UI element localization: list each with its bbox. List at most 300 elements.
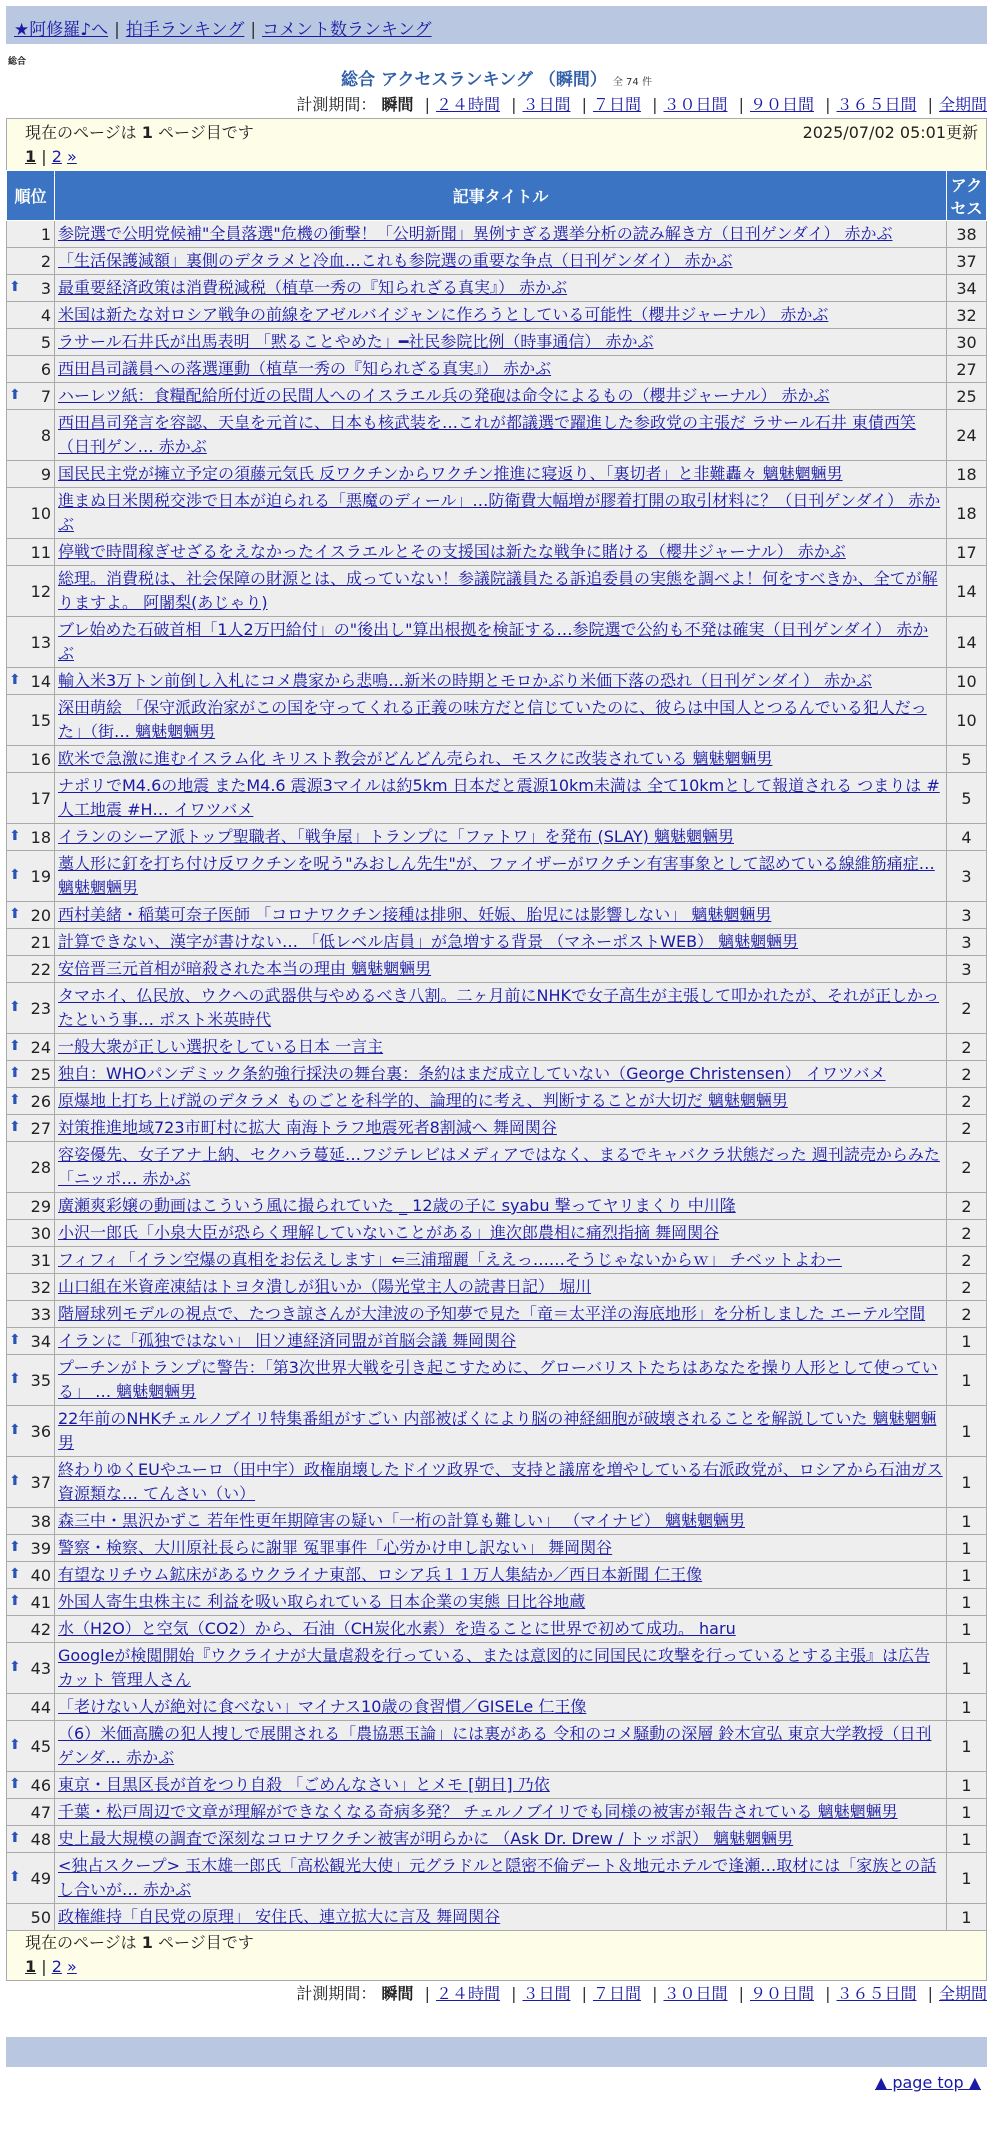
table-row [7, 302, 987, 329]
title-cell [55, 221, 947, 248]
article-link[interactable]: ラサール石井氏が出馬表明 「黙ることやめた」━社民参院比例（時事通信） 赤かぶ [58, 332, 654, 351]
article-link[interactable]: 森三中・黒沢かずこ 若年性更年期障害の疑い「一桁の計算も難しい」 （マイナビ） 魑魅魍魎男 [58, 1511, 745, 1530]
article-link[interactable]: <独占スクープ> 玉木雄一郎氏「高松観光大使」元グラドルと隠密不倫デート＆地元ホテルで逢瀬…取材には「家族との話し合いが… 赤かぶ [58, 1856, 937, 1899]
table-row [7, 695, 987, 746]
article-link[interactable]: ブレ始めた石破首相「1人2万円給付」の"後出し"算出根拠を検証する…参院選で公約も不発は確実（日刊ゲンダイ） 赤かぶ [58, 620, 929, 663]
table-row [7, 1220, 987, 1247]
rank-cell [7, 383, 55, 410]
rank-number: 1 [40, 224, 51, 244]
up-arrow-icon: ⬆ [9, 1565, 21, 1582]
access-count: 2 [947, 1274, 987, 1301]
access-count: 32 [947, 302, 987, 329]
rank-cell [7, 773, 55, 824]
article-link[interactable]: 史上最大規模の調査で深刻なコロナワクチン被害が明らかに （Ask Dr. Drew / トッポ訳） 魑魅魍魎男 [58, 1829, 794, 1848]
rank-cell [7, 566, 55, 617]
title-cell [55, 1535, 947, 1562]
comment-ranking-link[interactable]: コメント数ランキング [262, 20, 432, 40]
rank-number: 26 [30, 1091, 51, 1111]
article-link[interactable]: 対策推進地域723市町村に拡大 南海トラフ地震死者8割減へ 舞岡関谷 [58, 1118, 557, 1137]
table-row [7, 1193, 987, 1220]
article-link[interactable]: 国民民主党が擁立予定の須藤元気氏 反ワクチンからワクチン推進に寝返り、「裏切者」と非難轟々 魑魅魍魎男 [58, 464, 843, 483]
period-3d[interactable]: ３日間 [522, 1984, 571, 2003]
article-link[interactable]: 西田昌司議員への落選運動（植草一秀の『知られざる真実』） 赤かぶ [58, 359, 552, 378]
access-count: 1 [947, 1643, 987, 1694]
rank-cell [7, 1508, 55, 1535]
title-cell [55, 851, 947, 902]
up-arrow-icon: ⬆ [9, 386, 21, 403]
period-90d[interactable]: ９０日間 [749, 95, 814, 114]
article-link[interactable]: 計算できない、漢字が書けない… 「低レベル店員」が急増する背景 （マネーポストWEB） 魑魅魍魎男 [58, 932, 799, 951]
access-count: 5 [947, 773, 987, 824]
table-row [7, 566, 987, 617]
rank-number: 36 [30, 1421, 51, 1441]
title-cell [55, 461, 947, 488]
up-arrow-icon: ⬆ [9, 1736, 21, 1753]
table-row [7, 1355, 987, 1406]
up-arrow-icon: ⬆ [9, 1037, 21, 1054]
access-count: 3 [947, 929, 987, 956]
period-24h[interactable]: ２４時間 [435, 1984, 500, 2003]
rank-cell [7, 983, 55, 1034]
period-7d[interactable]: ７日間 [592, 1984, 641, 2003]
table-row [7, 1061, 987, 1088]
up-arrow-icon: ⬆ [9, 1118, 21, 1135]
table-row [7, 1772, 987, 1799]
table-row [7, 851, 987, 902]
article-link[interactable]: 深田萌絵 「保守派政治家がこの国を守ってくれる正義の味方だと信じていたのに、彼らは中国人とつるんでいる犯人だった」（街… 魑魅魍魎男 [58, 698, 927, 741]
table-row [7, 956, 987, 983]
access-count: 18 [947, 488, 987, 539]
rank-cell [7, 851, 55, 902]
rank-number: 21 [30, 932, 51, 952]
nav-separator: | [114, 20, 120, 40]
rank-number: 13 [30, 632, 51, 652]
title-cell [55, 1193, 947, 1220]
title-cell [55, 1853, 947, 1904]
access-count: 2 [947, 1115, 987, 1142]
up-arrow-icon: ⬆ [9, 998, 21, 1015]
up-arrow-icon: ⬆ [9, 1421, 21, 1438]
next-page-link[interactable]: » [67, 147, 77, 166]
table-row [7, 668, 987, 695]
table-row [7, 221, 987, 248]
rank-number: 2 [40, 251, 51, 271]
period-label: 計測期間： [296, 1984, 377, 2003]
article-link[interactable]: 西田昌司発言を容認、天皇を元首に、日本も核武装を…これが都議選で躍進した参政党の主張だ ラサール石井 東債西笑（日刊ゲン… 赤かぶ [58, 413, 916, 456]
rank-number: 45 [30, 1736, 51, 1756]
table-row [7, 1274, 987, 1301]
article-link[interactable]: Googleが検閲開始『ウクライナが大量虐殺を行っている、または意図的に同国民に攻撃を行っているとする主張』は広告カット 管理人さん [58, 1646, 930, 1689]
table-row [7, 1406, 987, 1457]
article-link[interactable]: （6）米価高騰の犯人捜しで展開される「農協悪玉論」には裏がある 令和のコメ騒動の深層 鈴木宣弘 東京大学教授（日刊ゲンダ… 赤かぶ [58, 1724, 932, 1767]
article-link[interactable]: 進まぬ日米関税交渉で日本が迫られる「悪魔のディール」…防衛費大幅増が膠着打開の取引材料に？（日刊ゲンダイ） 赤かぶ [58, 491, 941, 534]
table-row [7, 1142, 987, 1193]
article-link[interactable]: 「老けない人が絶対に食べない」マイナス10歳の食習慣／GISELe 仁王像 [58, 1697, 587, 1716]
rank-number: 31 [30, 1250, 51, 1270]
rank-cell [7, 1616, 55, 1643]
up-arrow-icon: ⬆ [9, 1472, 21, 1489]
page-title [0, 68, 993, 92]
access-count: 2 [947, 1220, 987, 1247]
title-cell [55, 329, 947, 356]
period-selector-top: 計測期間： 瞬間 | ２４時間 | ３日間 | ７日間 | ３０日間 | ９０日間 | ３６５日間 | 全期間 [296, 95, 987, 114]
page-2-link[interactable]: 2 [51, 147, 62, 166]
table-row [7, 329, 987, 356]
article-link[interactable]: 輸入米3万トン前倒し入札にコメ農家から悲鳴…新米の時期とモロかぶり米価下落の恐れ（日刊ゲンダイ） 赤かぶ [58, 671, 872, 690]
rank-number: 6 [40, 359, 51, 379]
title-cell [55, 1088, 947, 1115]
article-link[interactable]: 千葉・松戸周辺で文章が理解ができなくなる奇病多発？ チェルノブイリでも同様の被害が報告されている 魑魅魍魎男 [58, 1802, 898, 1821]
rank-cell [7, 275, 55, 302]
rank-cell [7, 824, 55, 851]
rank-cell [7, 1721, 55, 1772]
article-link[interactable]: 藁人形に釘を打ち付け反ワクチンを呪う"みおしん先生"が、ファイザーがワクチン有害事象として認めている線維筋痛症… 魑魅魍魎男 [58, 854, 935, 897]
rank-number: 40 [30, 1565, 51, 1585]
rank-cell [7, 1904, 55, 1931]
rank-number: 5 [40, 332, 51, 352]
period-all[interactable]: 全期間 [938, 1984, 987, 2003]
title-cell [55, 746, 947, 773]
article-link[interactable]: プーチンがトランプに警告：「第3次世界大戦を引き起こすために、グローバリストたちはあなたを操り人形として使っている」 … 魑魅魍魎男 [58, 1358, 938, 1401]
table-row [7, 824, 987, 851]
access-count: 14 [947, 566, 987, 617]
rank-cell [7, 1274, 55, 1301]
up-arrow-icon: ⬆ [9, 1775, 21, 1792]
rank-cell [7, 410, 55, 461]
article-link[interactable]: タマホイ、仏民放、ウクへの武器供与やめるべき八割。二ヶ月前にNHKで女子高生が主張して叩かれたが、それが正しかったという事… ポスト米英時代 [58, 986, 940, 1029]
article-link[interactable]: 22年前のNHKチェルノブイリ特集番組がすごい 内部被ばくにより脳の神経細胞が破壊されることを解説していた 魑魅魍魎男 [58, 1409, 937, 1452]
article-link[interactable]: 安倍晋三元首相が暗殺された本当の理由 魑魅魍魎男 [58, 959, 432, 978]
rank-number: 50 [30, 1907, 51, 1927]
rank-number: 39 [30, 1538, 51, 1558]
access-count: 2 [947, 1142, 987, 1193]
article-link[interactable]: 欧米で急激に進むイスラム化 キリスト教会がどんどん売られ、モスクに改装されている 魑魅魍魎男 [58, 749, 773, 768]
period-30d[interactable]: ３０日間 [663, 95, 728, 114]
title-cell [55, 1694, 947, 1721]
article-link[interactable]: ハーレツ紙：食糧配給所付近の民間人へのイスラエル兵の発砲は命令によるもの（櫻井ジャーナル） 赤かぶ [58, 386, 830, 405]
rank-number: 18 [30, 827, 51, 847]
table-row [7, 929, 987, 956]
rank-number: 23 [30, 998, 51, 1018]
rank-number: 14 [30, 671, 51, 691]
rank-cell [7, 329, 55, 356]
up-arrow-icon: ⬆ [9, 905, 21, 922]
table-row [7, 983, 987, 1034]
page-title-text: 総合 アクセスランキング （瞬間） [341, 70, 607, 90]
period-current: 瞬間 [381, 1984, 414, 2003]
article-link[interactable]: 「生活保護減額」裏側のデタラメと冷血…これも参院選の重要な争点（日刊ゲンダイ） 赤かぶ [58, 251, 733, 270]
rank-cell [7, 356, 55, 383]
rank-number: 12 [30, 581, 51, 601]
rank-cell [7, 461, 55, 488]
updated-timestamp: 2025/07/02 05:01更新 [802, 123, 978, 142]
table-row [7, 1694, 987, 1721]
up-arrow-icon: ⬆ [9, 1091, 21, 1108]
ranking-table [6, 170, 987, 1931]
title-cell [55, 773, 947, 824]
access-count: 3 [947, 851, 987, 902]
access-count: 3 [947, 956, 987, 983]
article-link[interactable]: ナポリでM4.6の地震 またM4.6 震源3マイルは約5km 日本だと震源10km未満は 全て10kmとして報道される つまりは #人工地震 #H… イワツバメ [58, 776, 940, 819]
table-row [7, 1328, 987, 1355]
table-row [7, 1589, 987, 1616]
title-cell [55, 1643, 947, 1694]
table-row [7, 1616, 987, 1643]
site-home-link[interactable]: ★阿修羅♪へ [14, 20, 109, 40]
access-count: 18 [947, 461, 987, 488]
page-info-bottom [6, 1931, 987, 1981]
next-page-link[interactable]: » [67, 1957, 77, 1976]
article-link[interactable]: 容姿優先、女子アナ上納、セクハラ蔓延…フジテレビはメディアではなく、まるでキャバクラ状態だった 週刊読売からみた「ニッポ… 赤かぶ [58, 1145, 940, 1188]
title-cell [55, 1220, 947, 1247]
title-cell [55, 1799, 947, 1826]
rank-number: 3 [40, 278, 51, 298]
table-row [7, 1508, 987, 1535]
article-link[interactable]: 外国人寄生虫株主に 利益を吸い取られている 日本企業の実態 日比谷地蔵 [58, 1592, 586, 1611]
access-count: 1 [947, 1772, 987, 1799]
up-arrow-icon: ⬆ [9, 1370, 21, 1387]
rank-cell [7, 221, 55, 248]
article-link[interactable]: 小沢一郎氏「小泉大臣が恐らく理解していないことがある」進次郎農相に痛烈指摘 舞岡関谷 [58, 1223, 720, 1242]
page-1-current: 1 [25, 147, 37, 166]
rank-cell [7, 956, 55, 983]
up-arrow-icon: ⬆ [9, 278, 21, 295]
period-3d[interactable]: ３日間 [522, 95, 571, 114]
table-row [7, 1799, 987, 1826]
rank-number: 28 [30, 1157, 51, 1177]
up-arrow-icon: ⬆ [9, 1064, 21, 1081]
access-count: 17 [947, 539, 987, 566]
access-count: 2 [947, 1061, 987, 1088]
rank-number: 27 [30, 1118, 51, 1138]
page-top-link[interactable]: ▲ page top ▲ [874, 2073, 981, 2092]
access-count: 2 [947, 1088, 987, 1115]
rank-number: 29 [30, 1196, 51, 1216]
table-row [7, 356, 987, 383]
rank-number: 34 [30, 1331, 51, 1351]
rank-cell [7, 1328, 55, 1355]
rank-cell [7, 1694, 55, 1721]
table-row [7, 617, 987, 668]
article-link[interactable]: 東京・目黒区長が首をつり自殺 「ごめんなさい」とメモ [朝日] 乃依 [58, 1775, 550, 1794]
rank-cell [7, 488, 55, 539]
up-arrow-icon: ⬆ [9, 1538, 21, 1555]
article-link[interactable]: 有望なリチウム鉱床があるウクライナ東部、ロシア兵１１万人集結か／西日本新聞 仁王像 [58, 1565, 703, 1584]
title-cell [55, 1034, 947, 1061]
title-cell [55, 617, 947, 668]
period-365d[interactable]: ３６５日間 [836, 95, 917, 114]
table-row [7, 539, 987, 566]
category-label: 総合 [8, 57, 27, 67]
period-365d[interactable]: ３６５日間 [836, 1984, 917, 2003]
up-arrow-icon: ⬆ [9, 1829, 21, 1846]
title-cell [55, 248, 947, 275]
access-count: 25 [947, 383, 987, 410]
rank-number: 7 [40, 386, 51, 406]
rank-cell [7, 302, 55, 329]
rank-number: 35 [30, 1370, 51, 1390]
article-link[interactable]: 停戦で時間稼ぎせざるをえなかったイスラエルとその支援国は新たな戦争に賭ける（櫻井ジャーナル） 赤かぶ [58, 542, 846, 561]
access-count: 1 [947, 1535, 987, 1562]
rank-number: 11 [30, 542, 51, 562]
table-row [7, 1826, 987, 1853]
rank-cell [7, 1772, 55, 1799]
up-arrow-icon: ⬆ [9, 827, 21, 844]
article-link[interactable]: 最重要経済政策は消費税減税（植草一秀の『知られざる真実』） 赤かぶ [58, 278, 568, 297]
article-link[interactable]: 水（H2O）と空気（CO2）から、石油（CH炭化水素）を造ることに世界で初めて成功。 haru [58, 1619, 736, 1638]
table-row [7, 1247, 987, 1274]
table-row [7, 1115, 987, 1142]
rank-number: 10 [30, 503, 51, 523]
rank-number: 42 [30, 1619, 51, 1639]
period-7d[interactable]: ７日間 [592, 95, 641, 114]
rank-number: 25 [30, 1064, 51, 1084]
col-title-header: 記事タイトル [55, 171, 947, 221]
table-row [7, 1904, 987, 1931]
table-row [7, 746, 987, 773]
up-arrow-icon: ⬆ [9, 866, 21, 883]
rank-number: 16 [30, 749, 51, 769]
title-cell [55, 824, 947, 851]
page-info-top [6, 118, 987, 170]
up-arrow-icon: ⬆ [9, 1658, 21, 1675]
page-top-area [0, 2067, 993, 2107]
rank-cell [7, 539, 55, 566]
table-row [7, 1301, 987, 1328]
article-link[interactable]: イランのシーア派トップ聖職者、「戦争屋」トランプに「ファトワ」を発布 (SLAY) 魑魅魍魎男 [58, 827, 734, 846]
access-count: 2 [947, 1193, 987, 1220]
access-count: 1 [947, 1589, 987, 1616]
page-2-link[interactable]: 2 [51, 1957, 62, 1976]
table-row [7, 1034, 987, 1061]
article-link[interactable]: 一般大衆が正しい選択をしている日本 一言主 [58, 1037, 384, 1056]
access-count: 2 [947, 983, 987, 1034]
access-count: 1 [947, 1826, 987, 1853]
access-count: 3 [947, 902, 987, 929]
title-cell [55, 983, 947, 1034]
current-page-text: 現在のページは 1 ページ目です [25, 123, 254, 142]
rank-cell [7, 1220, 55, 1247]
rank-cell [7, 617, 55, 668]
rank-cell [7, 1853, 55, 1904]
article-link[interactable]: 原爆地上打ち上げ説のデタラメ ものごとを科学的、論理的に考え、判断することが大切だ 魑魅魍魎男 [58, 1091, 788, 1110]
table-row [7, 1643, 987, 1694]
title-cell [55, 1457, 947, 1508]
title-cell [55, 1274, 947, 1301]
article-link[interactable]: 西村美緒・稲葉可奈子医師 「コロナワクチン接種は排卵、妊娠、胎児には影響しない」 魑魅魍魎男 [58, 905, 772, 924]
rank-cell [7, 1034, 55, 1061]
rank-number: 15 [30, 710, 51, 730]
access-count: 10 [947, 695, 987, 746]
article-link[interactable]: 山口組在米資産凍結はトヨタ潰しが狙いか（陽光堂主人の読書日記） 堀川 [58, 1277, 592, 1296]
rank-cell [7, 1247, 55, 1274]
table-row [7, 1457, 987, 1508]
access-count: 38 [947, 221, 987, 248]
rank-number: 41 [30, 1592, 51, 1612]
period-all[interactable]: 全期間 [938, 95, 987, 114]
up-arrow-icon: ⬆ [9, 671, 21, 688]
period-label: 計測期間： [296, 95, 377, 114]
period-30d[interactable]: ３０日間 [663, 1984, 728, 2003]
rank-number: 37 [30, 1472, 51, 1492]
table-row [7, 1721, 987, 1772]
article-link[interactable]: 米国は新たな対ロシア戦争の前線をアゼルバイジャンに作ろうとしている可能性（櫻井ジャーナル） 赤かぶ [58, 305, 829, 324]
access-count: 2 [947, 1247, 987, 1274]
table-row [7, 275, 987, 302]
rank-number: 38 [30, 1511, 51, 1531]
title-cell [55, 1142, 947, 1193]
rank-number: 46 [30, 1775, 51, 1795]
current-page-text: 現在のページは 1 ページ目です [25, 1933, 254, 1952]
access-count: 1 [947, 1616, 987, 1643]
table-row [7, 461, 987, 488]
title-cell [55, 383, 947, 410]
article-link[interactable]: イランに「孤独ではない」 旧ソ連経済同盟が首脳会議 舞岡関谷 [58, 1331, 517, 1350]
pagination-top: 1 | 2 » [25, 147, 77, 166]
article-link[interactable]: フィフィ「イラン空爆の真相をお伝えします」⇐三浦瑠麗「ええっ……そうじゃないからｗ」 チベットよわー [58, 1250, 842, 1269]
title-cell [55, 1772, 947, 1799]
table-row [7, 410, 987, 461]
title-cell [55, 1826, 947, 1853]
col-rank-header: 順位 [7, 171, 55, 221]
table-row [7, 248, 987, 275]
article-link[interactable]: 階層球列モデルの視点で、たつき諒さんが大津波の予知夢で見た「竜＝太平洋の海底地形」を分析しました エーテル空間 [58, 1304, 926, 1323]
table-row [7, 773, 987, 824]
rank-cell [7, 1799, 55, 1826]
period-24h[interactable]: ２４時間 [435, 95, 500, 114]
rank-number: 32 [30, 1277, 51, 1297]
article-link[interactable]: 政権維持「自民党の原理」 安住氏、連立拡大に言及 舞岡関谷 [58, 1907, 501, 1926]
rank-cell [7, 1535, 55, 1562]
rank-cell [7, 1088, 55, 1115]
access-count: 4 [947, 824, 987, 851]
title-cell [55, 1508, 947, 1535]
title-cell [55, 356, 947, 383]
table-row [7, 1535, 987, 1562]
title-cell [55, 902, 947, 929]
rank-cell [7, 1301, 55, 1328]
title-cell [55, 1589, 947, 1616]
rank-number: 8 [40, 425, 51, 445]
article-link[interactable]: 参院選で公明党候補"全員落選"危機の衝撃！「公明新聞」異例すぎる選挙分析の読み解き方（日刊ゲンダイ） 赤かぶ [58, 224, 893, 243]
page-1-current: 1 [25, 1957, 37, 1976]
top-nav-bar [6, 6, 987, 44]
rank-number: 43 [30, 1658, 51, 1678]
up-arrow-icon: ⬆ [9, 1868, 21, 1885]
title-cell [55, 956, 947, 983]
period-90d[interactable]: ９０日間 [749, 1984, 814, 2003]
up-arrow-icon: ⬆ [9, 1592, 21, 1609]
access-count: 27 [947, 356, 987, 383]
title-cell [55, 539, 947, 566]
title-cell [55, 1115, 947, 1142]
article-link[interactable]: 廣瀬爽彩嬢の動画はこういう風に撮られていた _ 12歳の子に syabu 撃ってヤリまくり 中川隆 [58, 1196, 736, 1215]
article-link[interactable]: 終わりゆくEUやユーロ（田中宇）政権崩壊したドイツ政界で、支持と議席を増やしている右派政党が、ロシアから石油ガス資源類な… てんさい（い） [58, 1460, 943, 1503]
period-selector-bottom: 計測期間： 瞬間 | ２４時間 | ３日間 | ７日間 | ３０日間 | ９０日間 | ３６５日間 | 全期間 [296, 1984, 987, 2003]
access-count: 2 [947, 1301, 987, 1328]
rank-cell [7, 1142, 55, 1193]
article-link[interactable]: 独自：WHOパンデミック条約強行採決の舞台裏：条約はまだ成立していない（George Christensen） イワツバメ [58, 1064, 886, 1083]
article-link[interactable]: 警察・検察、大川原社長らに謝罪 冤罪事件「心労かけ申し訳ない」 舞岡関谷 [58, 1538, 613, 1557]
article-link[interactable]: 総理。消費税は、社会保障の財源とは、成っていない！参議院議員たる訴追委員の実態を調べよ！何をすべきか、全てが解りますよ。 阿闍梨(あじゃり) [58, 569, 938, 612]
rank-cell [7, 1406, 55, 1457]
clap-ranking-link[interactable]: 拍手ランキング [125, 20, 245, 40]
access-count: 30 [947, 329, 987, 356]
rank-number: 49 [30, 1868, 51, 1888]
rank-cell [7, 929, 55, 956]
rank-cell [7, 695, 55, 746]
access-count: 1 [947, 1904, 987, 1931]
